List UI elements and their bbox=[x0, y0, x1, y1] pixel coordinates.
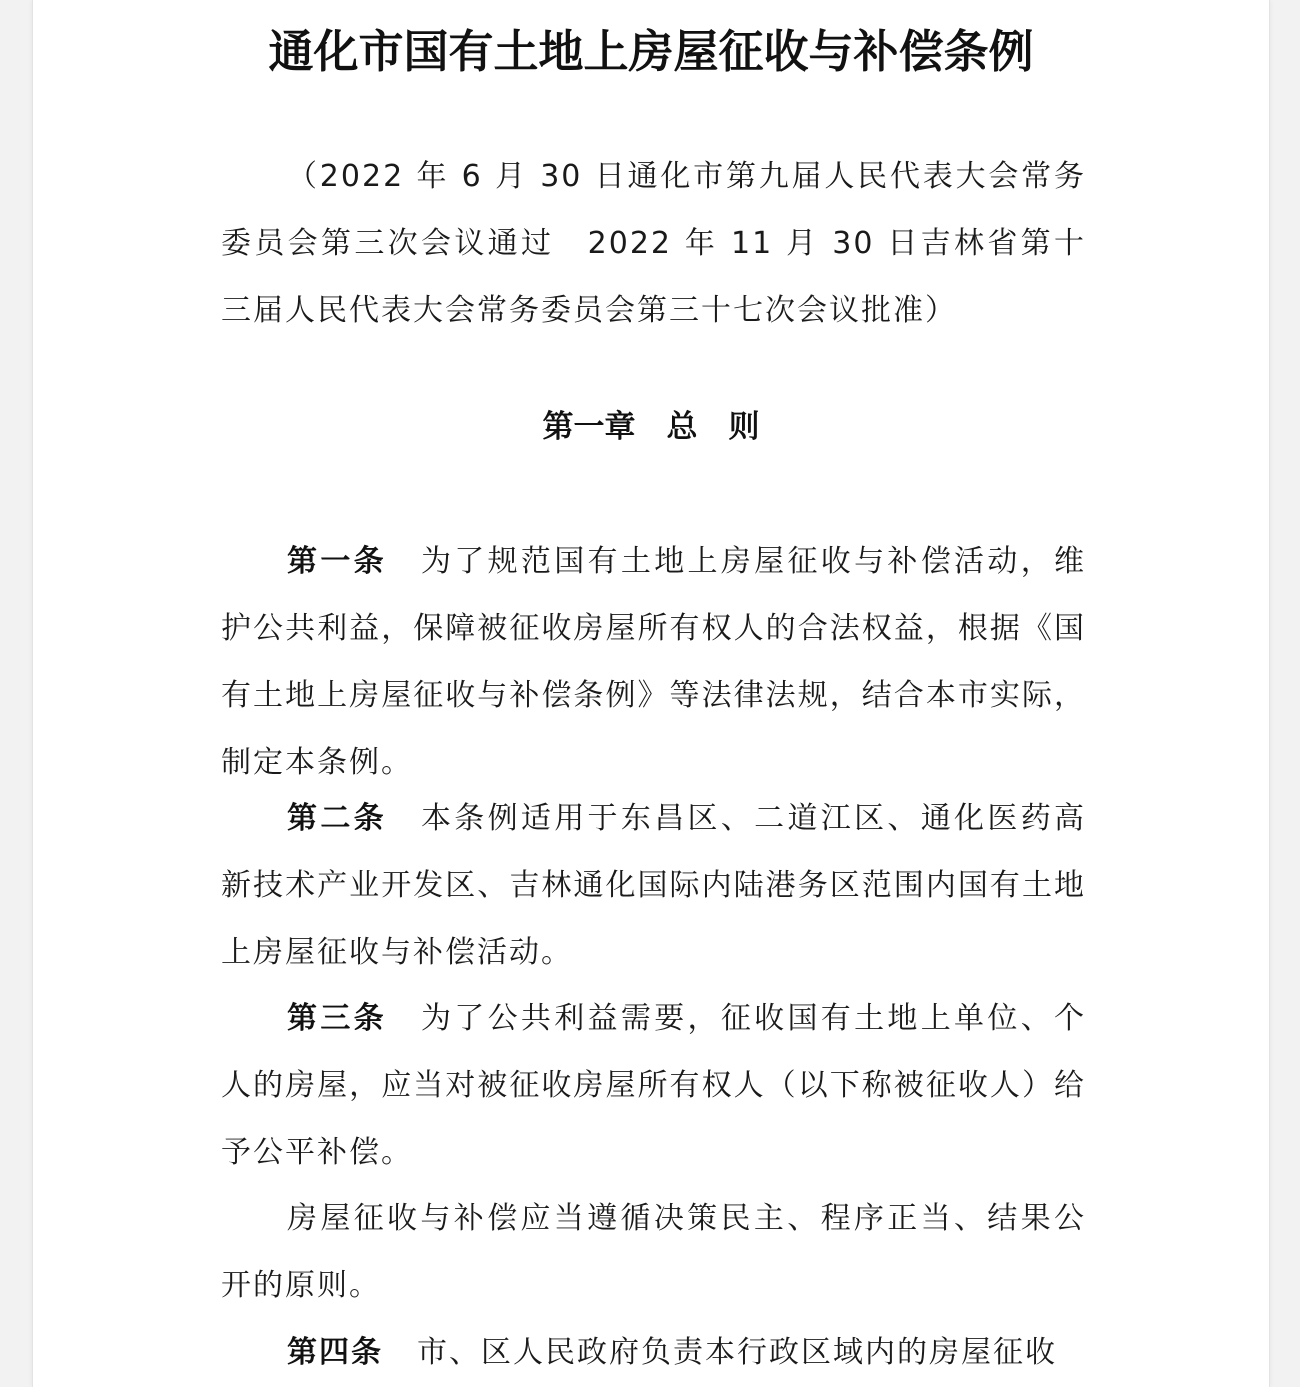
article-paragraph bbox=[221, 528, 1086, 796]
article-text: 为了规范国有土地上房屋征收与补偿活动，维护公共利益，保障被征收房屋所有权人的合法权益，根据《国有土地上房屋征收与补偿条例》等法律法规，结合本市实际，制定本条例。 bbox=[221, 544, 1087, 780]
document-title: 通化市国有土地上房屋征收与补偿条例 bbox=[268, 25, 1034, 78]
article-label: 第二条 bbox=[287, 801, 387, 836]
article-text: 市、区人民政府负责本行政区域内的房屋征收 bbox=[417, 1335, 1057, 1370]
article-paragraph bbox=[221, 1319, 1086, 1386]
adoption-note: （2022 年 6 月 30 日通化市第九届人民代表大会常务委员会第三次会议通过 2022 年 11 月 30 日吉林省第十三届人民代表大会常务委员会第三十七次会议批准） bbox=[221, 159, 1086, 328]
article-text: 为了公共利益需要，征收国有土地上单位、个人的房屋，应当对被征收房屋所有权人（以下称被征收人）给予公平补偿。 bbox=[221, 1001, 1087, 1170]
article-label: 第三条 bbox=[287, 1001, 387, 1036]
article-text: 本条例适用于东昌区、二道江区、通化医药高新技术产业开发区、吉林通化国际内陆港务区范围内国有土地上房屋征收与补偿活动。 bbox=[221, 801, 1087, 970]
article-label: 第四条 bbox=[287, 1335, 383, 1370]
chapter-heading: 第一章 总 则 bbox=[542, 409, 760, 445]
article-paragraph bbox=[221, 985, 1086, 1186]
document-page bbox=[33, 0, 1269, 1387]
article-paragraph: 房屋征收与补偿应当遵循决策民主、程序正当、结果公开的原则。 bbox=[221, 1201, 1086, 1303]
article-label: 第一条 bbox=[287, 544, 387, 579]
article-paragraph bbox=[221, 785, 1086, 986]
